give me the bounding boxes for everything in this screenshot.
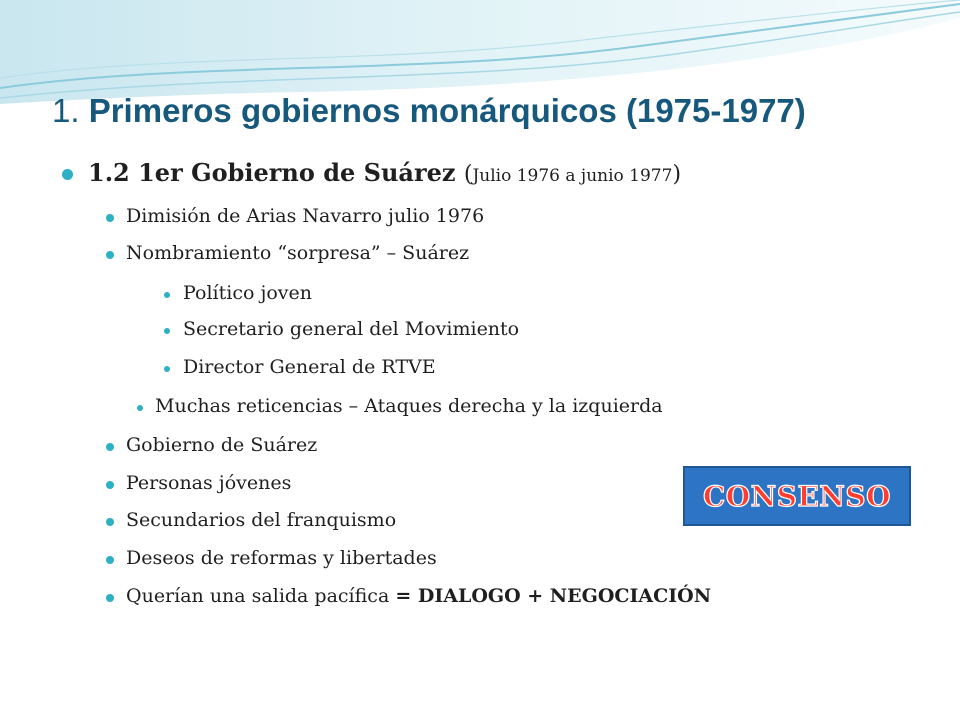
list-item: Secretario general del Movimiento	[183, 318, 520, 340]
list-item: Político joven	[183, 282, 312, 304]
bullet-dot	[106, 518, 114, 526]
consenso-label: CONSENSO	[702, 479, 892, 513]
section-heading	[88, 158, 681, 187]
heading-detail: Julio 1976 a junio 1977	[472, 166, 673, 186]
bullet-dot	[137, 405, 143, 411]
bullet-dot	[62, 169, 73, 180]
bullet-dot	[106, 214, 114, 222]
list-item: Dimisión de Arias Navarro julio 1976	[126, 205, 485, 227]
list-item-text: Querían una salida pacífica	[126, 585, 396, 607]
bullet-dot	[106, 443, 114, 451]
bullet-dot	[164, 292, 170, 298]
heading-paren-open: (	[463, 162, 473, 187]
list-item: Secundarios del franquismo	[126, 509, 397, 531]
list-item: Muchas reticencias – Ataques derecha y la izquierda	[155, 395, 663, 417]
consenso-callout	[683, 466, 911, 526]
list-item: Director General de RTVE	[183, 356, 436, 378]
heading-main: 1.2 1er Gobierno de Suárez	[88, 158, 464, 187]
bullet-dot	[106, 594, 114, 602]
slide-title	[52, 92, 806, 130]
list-item: Nombramiento “sorpresa” – Suárez	[126, 242, 470, 264]
title-text: Primeros gobiernos monárquicos (1975-1977)	[88, 92, 806, 129]
bullet-dot	[106, 481, 114, 489]
title-number: 1.	[52, 92, 80, 129]
bullet-dot	[164, 328, 170, 334]
list-item: Personas jóvenes	[126, 472, 292, 494]
bullet-dot	[164, 366, 170, 372]
list-item: Gobierno de Suárez	[126, 434, 318, 456]
bullet-dot	[106, 556, 114, 564]
list-item: Deseos de reformas y libertades	[126, 547, 437, 569]
heading-paren-close: )	[672, 162, 682, 187]
bullet-dot	[106, 251, 114, 259]
list-item-emphasis: = DIALOGO + NEGOCIACIÓN	[395, 585, 712, 607]
list-item	[126, 585, 711, 607]
